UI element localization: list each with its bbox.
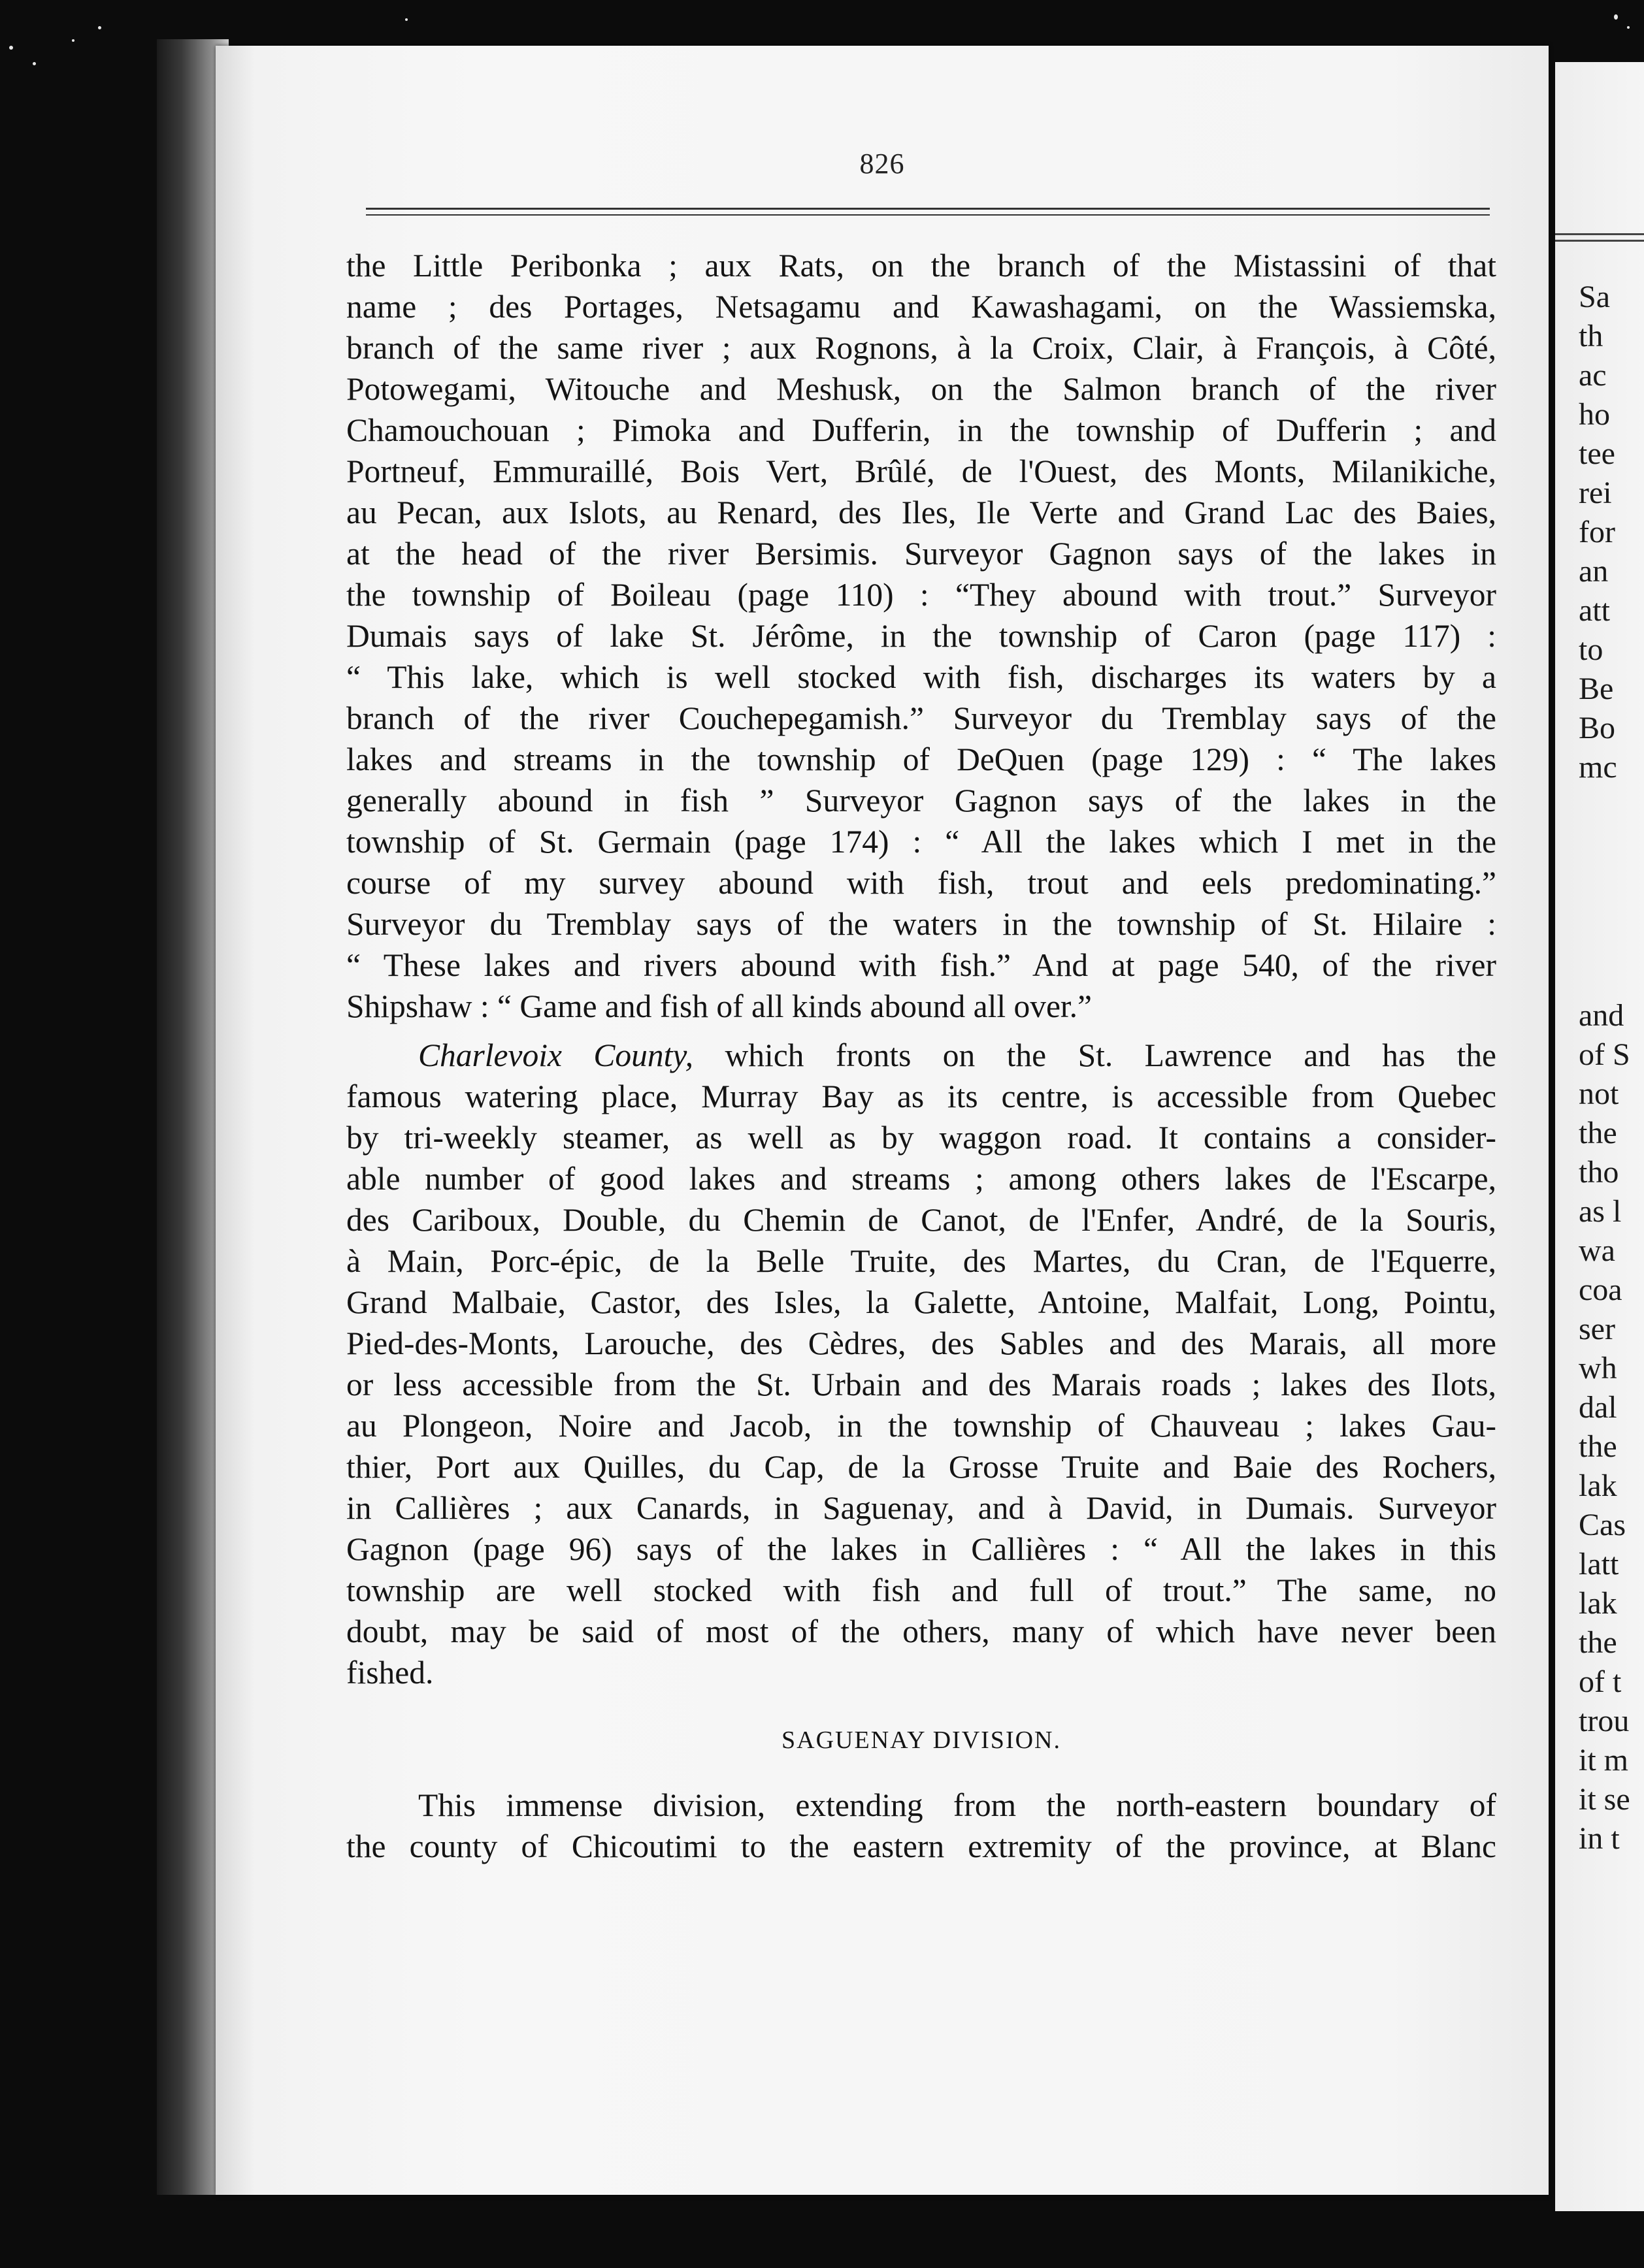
scan-speck bbox=[9, 46, 13, 50]
text-line: or less accessible from the St. Urbain and des Marais roads ; lakes des Ilots, bbox=[346, 1367, 1496, 1402]
text-line-first bbox=[346, 1035, 1496, 1076]
adjacent-text-fragment: att bbox=[1579, 593, 1610, 628]
adjacent-text-fragment: ho bbox=[1579, 397, 1610, 432]
adjacent-text-fragment: dal bbox=[1579, 1390, 1617, 1425]
header-rule-top bbox=[366, 208, 1490, 210]
book-page bbox=[216, 46, 1549, 2195]
text-line: Chamouchouan ; Pimoka and Dufferin, in the township of Dufferin ; and bbox=[346, 412, 1496, 448]
section-heading: SAGUENAY DIVISION. bbox=[781, 1726, 1061, 1754]
adjacent-text-fragment: tho bbox=[1579, 1155, 1619, 1190]
text-line: the county of Chicoutimi to the eastern extremity of the province, at Blanc bbox=[346, 1828, 1496, 1864]
adjacent-text-fragment: Cas bbox=[1579, 1508, 1626, 1542]
adjacent-text-fragment: lak bbox=[1579, 1586, 1617, 1621]
text-line: Grand Malbaie, Castor, des Isles, la Galette, Antoine, Malfait, Long, Pointu, bbox=[346, 1284, 1496, 1320]
adjacent-text-fragment: coa bbox=[1579, 1272, 1622, 1307]
page-number: 826 bbox=[859, 148, 905, 180]
text-line: lakes and streams in the township of DeQuen (page 129) : “ The lakes bbox=[346, 741, 1496, 777]
county-name: Charlevoix County, bbox=[418, 1037, 694, 1073]
body-text bbox=[346, 245, 1496, 1867]
text-run: which fronts on the St. Lawrence and has the bbox=[693, 1037, 1496, 1073]
paragraph-charlevoix-county bbox=[346, 1035, 1496, 1693]
adjacent-text-fragment: of S bbox=[1579, 1037, 1630, 1072]
adjacent-text-fragment: of t bbox=[1579, 1664, 1622, 1699]
adjacent-text-fragment: an bbox=[1579, 554, 1609, 589]
text-line: the Little Peribonka ; aux Rats, on the branch of the Mistassini of that bbox=[346, 248, 1496, 284]
adjacent-text-fragment: wh bbox=[1579, 1351, 1617, 1385]
text-line: Portneuf, Emmuraillé, Bois Vert, Brûlé, de l'Ouest, des Monts, Milanikiche, bbox=[346, 453, 1496, 489]
scan-speck bbox=[98, 26, 101, 29]
adjacent-text-fragment: the bbox=[1579, 1116, 1617, 1150]
text-line: Potowegami, Witouche and Meshusk, on the Salmon branch of the river bbox=[346, 371, 1496, 407]
text-line: able number of good lakes and streams ; among others lakes de l'Escarpe, bbox=[346, 1161, 1496, 1197]
adjacent-text-fragment: for bbox=[1579, 515, 1615, 549]
text-line: name ; des Portages, Netsagamu and Kawashagami, on the Wassiemska, bbox=[346, 289, 1496, 325]
text-line: the township of Boileau (page 110) : “They abound with trout.” Surveyor bbox=[346, 577, 1496, 613]
adjacent-page bbox=[1555, 62, 1644, 2211]
text-line: generally abound in fish ” Surveyor Gagnon says of the lakes in the bbox=[346, 783, 1496, 818]
text-line: à Main, Porc-épic, de la Belle Truite, des Martes, du Cran, de l'Equerre, bbox=[346, 1243, 1496, 1279]
text-line: Dumais says of lake St. Jérôme, in the township of Caron (page 117) : bbox=[346, 618, 1496, 654]
scan-speck bbox=[1614, 14, 1618, 20]
paragraph-saguenay-division bbox=[346, 1785, 1496, 1867]
text-line: branch of the river Couchepegamish.” Surveyor du Tremblay says of the bbox=[346, 700, 1496, 736]
adjacent-text-fragment: latt bbox=[1579, 1547, 1619, 1581]
paragraph-gap bbox=[346, 1027, 1496, 1035]
adjacent-text-fragment: it m bbox=[1579, 1743, 1629, 1777]
adjacent-text-fragment: not bbox=[1579, 1077, 1619, 1111]
adjacent-text-fragment: mc bbox=[1579, 750, 1617, 785]
text-line: at the head of the river Bersimis. Surveyor Gagnon says of the lakes in bbox=[346, 536, 1496, 572]
scan-speck bbox=[1627, 26, 1630, 29]
text-line: course of my survey abound with fish, trout and eels predominating.” bbox=[346, 865, 1496, 901]
text-line: township of St. Germain (page 174) : “ All the lakes which I met in the bbox=[346, 824, 1496, 860]
text-line: by tri-weekly steamer, as well as by waggon road. It contains a consider- bbox=[346, 1120, 1496, 1156]
adjacent-text-fragment: wa bbox=[1579, 1233, 1615, 1268]
adjacent-text-fragment: ac bbox=[1579, 358, 1607, 393]
adjacent-text-fragment: in t bbox=[1579, 1821, 1620, 1856]
scan-speck bbox=[33, 62, 36, 65]
adjacent-text-fragment: tee bbox=[1579, 436, 1615, 471]
text-line: fished. bbox=[346, 1655, 434, 1691]
adjacent-text-fragment: it se bbox=[1579, 1782, 1630, 1817]
adjacent-text-fragment: lak bbox=[1579, 1468, 1617, 1503]
text-line: Pied-des-Monts, Larouche, des Cèdres, des Sables and des Marais, all more bbox=[346, 1325, 1496, 1361]
scan-speck bbox=[72, 39, 74, 42]
text-line: doubt, may be said of most of the others, many of which have never been bbox=[346, 1613, 1496, 1649]
text-line: in Callières ; aux Canards, in Saguenay, and à David, in Dumais. Surveyor bbox=[346, 1490, 1496, 1526]
text-line: des Cariboux, Double, du Chemin de Canot, de l'Enfer, André, de la Souris, bbox=[346, 1202, 1496, 1238]
adjacent-text-fragment: trou bbox=[1579, 1704, 1630, 1738]
adjacent-text-fragment: the bbox=[1579, 1625, 1617, 1660]
text-line: This immense division, extending from the north-eastern boundary of bbox=[418, 1787, 1496, 1823]
text-line: thier, Port aux Quilles, du Cap, de la Grosse Truite and Baie des Rochers, bbox=[346, 1449, 1496, 1485]
text-line: branch of the same river ; aux Rognons, à la Croix, Clair, à François, à Côté, bbox=[346, 330, 1496, 366]
adjacent-text-fragment: Sa bbox=[1579, 280, 1610, 314]
adjacent-text-fragment: Bo bbox=[1579, 711, 1616, 745]
text-line: Shipshaw : “ Game and fish of all kinds abound all over.” bbox=[346, 988, 1093, 1024]
scan-speck bbox=[405, 18, 408, 21]
adjacent-text-fragment: Be bbox=[1579, 672, 1614, 706]
adjacent-text-fragment: th bbox=[1579, 319, 1603, 353]
adjacent-text-fragment: the bbox=[1579, 1429, 1617, 1464]
text-line: “ These lakes and rivers abound with fish.” And at page 540, of the river bbox=[346, 947, 1496, 983]
adjacent-text-fragment: to bbox=[1579, 632, 1603, 667]
adjacent-header-rule bbox=[1555, 240, 1644, 242]
header-rule-bottom bbox=[366, 214, 1490, 216]
text-line: Surveyor du Tremblay says of the waters in the township of St. Hilaire : bbox=[346, 906, 1496, 942]
adjacent-text-fragment: rei bbox=[1579, 476, 1612, 510]
adjacent-text-fragment: ser bbox=[1579, 1312, 1615, 1346]
text-line: famous watering place, Murray Bay as its centre, is accessible from Quebec bbox=[346, 1078, 1496, 1114]
text-line: Gagnon (page 96) says of the lakes in Callières : “ All the lakes in this bbox=[346, 1531, 1496, 1567]
text-line: au Pecan, aux Islots, au Renard, des Iles, Ile Verte and Grand Lac des Baies, bbox=[346, 494, 1496, 530]
text-line: au Plongeon, Noire and Jacob, in the township of Chauveau ; lakes Gau- bbox=[346, 1408, 1496, 1444]
adjacent-text-fragment: and bbox=[1579, 998, 1624, 1033]
text-line: township are well stocked with fish and full of trout.” The same, no bbox=[346, 1572, 1496, 1608]
adjacent-header-rule bbox=[1555, 233, 1644, 235]
adjacent-text-fragment: as l bbox=[1579, 1194, 1622, 1229]
text-line: “ This lake, which is well stocked with fish, discharges its waters by a bbox=[346, 659, 1496, 695]
paragraph-lakes-list bbox=[346, 245, 1496, 1027]
